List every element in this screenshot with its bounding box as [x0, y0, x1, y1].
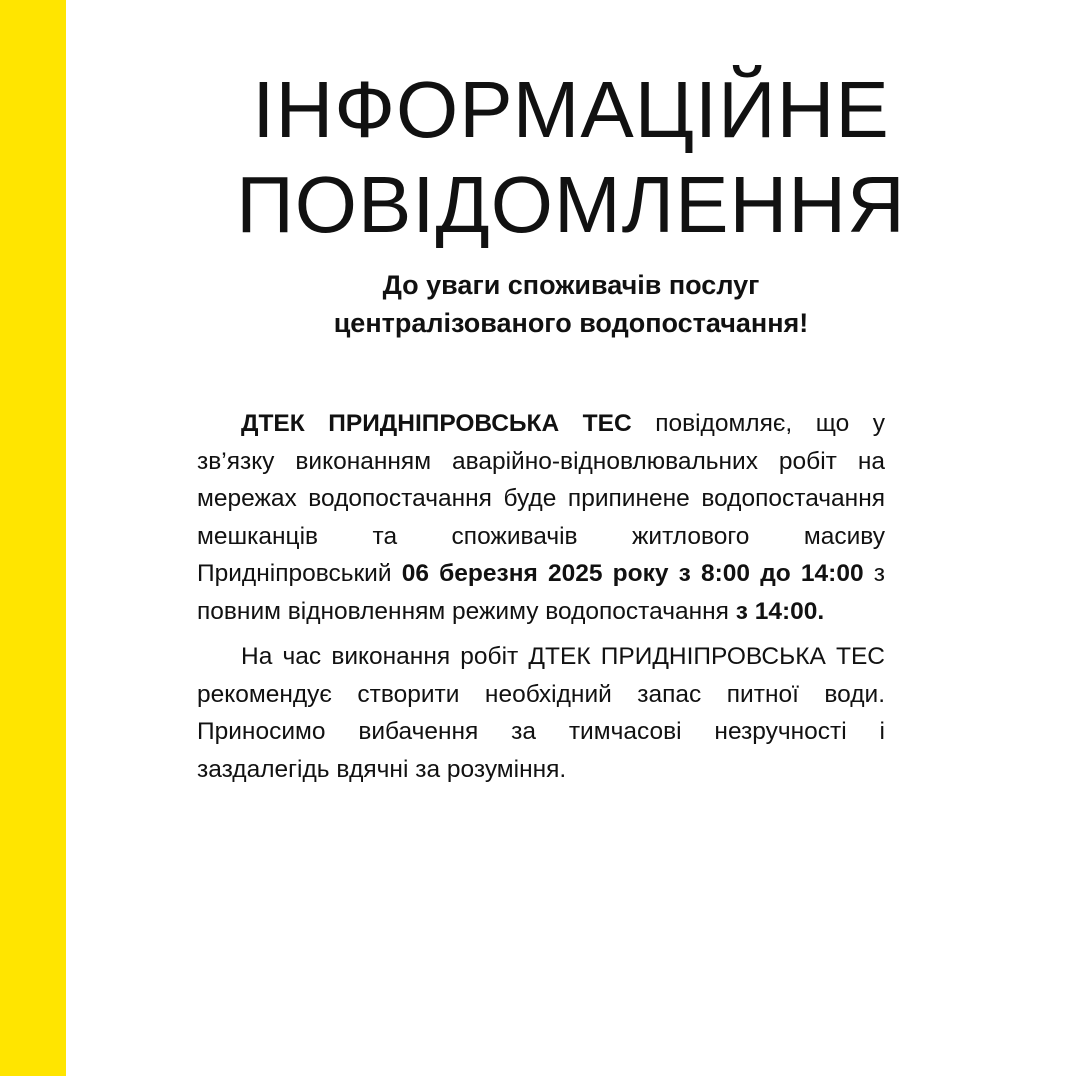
- outage-text-b: з повним відновленням режиму водопостачання: [197, 560, 885, 625]
- paragraph-outage: [197, 405, 885, 630]
- subtitle-line-2: централізованого водопостачання!: [333, 308, 809, 338]
- outage-date-time: 06 березня 2025 року з 8:00 до 14:00: [401, 560, 864, 587]
- company-name: ДТЕК ПРИДНІПРОВСЬКА ТЕС: [241, 410, 632, 437]
- notice-title: [66, 62, 1076, 252]
- restore-time: з 14:00.: [735, 597, 825, 625]
- title-line-1: ІНФОРМАЦІЙНЕ: [252, 65, 890, 154]
- notice-body: [197, 405, 885, 788]
- yellow-side-bar: [0, 0, 66, 1076]
- title-line-2: ПОВІДОМЛЕННЯ: [236, 160, 906, 249]
- notice-subtitle: [66, 266, 1076, 342]
- outage-text-a: повідомляє, що у зв’язку виконанням аварійно-відновлювальних робіт на мережах водопостачання буде припинене водопостачання мешканців та споживачів житлового масиву Придніпровський: [197, 410, 885, 587]
- paragraph-recommendation: На час виконання робіт ДТЕК ПРИДНІПРОВСЬКА ТЕС рекомендує створити необхідний запас питної води. Приносимо вибачення за тимчасові незручності і заздалегідь вдячні за розуміння.: [197, 643, 885, 783]
- subtitle-line-1: До уваги споживачів послуг: [382, 270, 760, 300]
